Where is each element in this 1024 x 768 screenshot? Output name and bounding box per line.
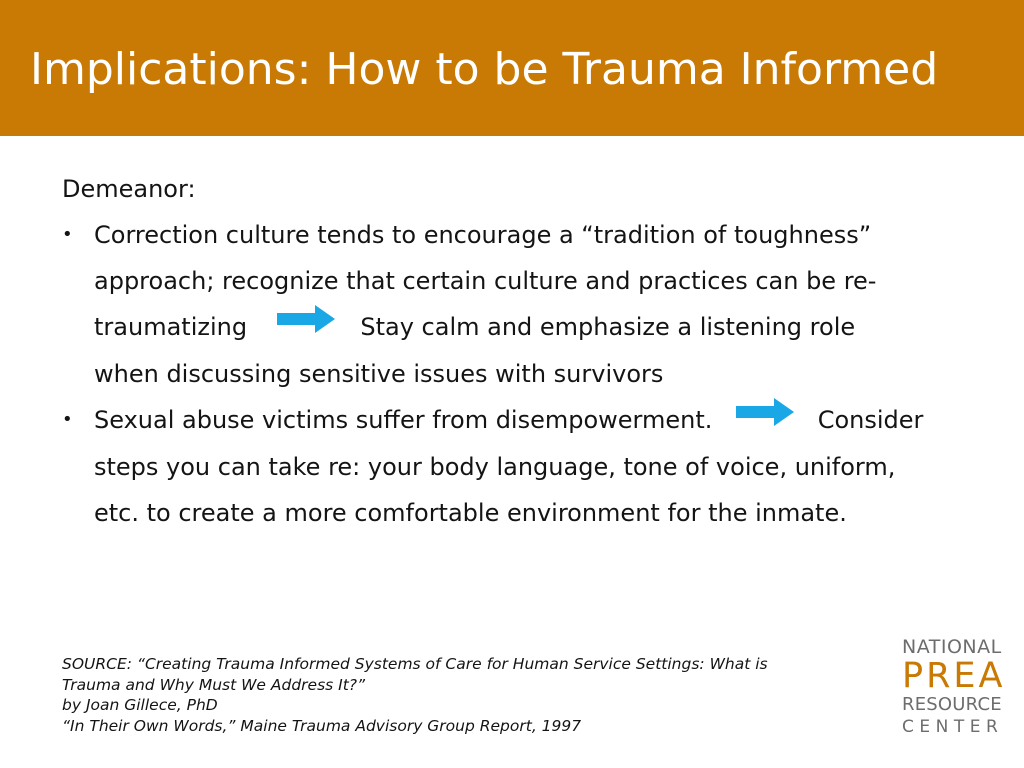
bullet-list <box>62 212 982 536</box>
logo-resource: RESOURCE <box>902 694 1002 715</box>
bullet-dot-icon: • <box>62 409 73 430</box>
bullet-1-line-1: Correction culture tends to encourage a “tradition of toughness” <box>94 221 872 249</box>
source-line-3: by Joan Gillece, PhD <box>62 696 218 714</box>
bullet-2-line-1-start: Sexual abuse victims suffer from disempowerment. <box>94 406 713 434</box>
source-line-1: SOURCE: “Creating Trauma Informed Systems of Care for Human Service Settings: What is <box>62 655 768 673</box>
bullet-2-line-1-end: Consider <box>817 406 924 434</box>
bullet-1-line-3-end: Stay calm and emphasize a listening role <box>360 313 856 341</box>
subheading-demeanor: Demeanor: <box>62 175 196 203</box>
bullet-item-disempowerment <box>62 397 982 536</box>
bullet-2-line-3: etc. to create a more comfortable environment for the inmate. <box>94 499 847 527</box>
slide-content <box>62 166 982 536</box>
bullet-item-toughness <box>62 212 982 397</box>
source-line-4: “In Their Own Words,” Maine Trauma Advisory Group Report, 1997 <box>62 716 582 735</box>
bullet-2-line-2: steps you can take re: your body language, tone of voice, uniform, <box>94 453 896 481</box>
logo-center: CENTER <box>902 717 1004 737</box>
right-arrow-icon <box>736 395 794 441</box>
bullet-dot-icon: • <box>62 224 73 245</box>
bullet-1-line-4: when discussing sensitive issues with survivors <box>94 360 664 388</box>
bullet-1-line-2: approach; recognize that certain culture and practices can be re- <box>94 267 877 295</box>
bullet-1-line-3-start: traumatizing <box>94 313 248 341</box>
logo-prea: PREA <box>902 656 1006 696</box>
prea-logo <box>902 636 1006 738</box>
logo-national: NATIONAL <box>902 636 1002 658</box>
right-arrow-icon <box>277 302 335 348</box>
source-citation <box>62 654 882 736</box>
source-line-2: Trauma and Why Must We Address It?” <box>62 675 366 694</box>
slide-title: Implications: How to be Trauma Informed <box>30 44 939 95</box>
title-bar <box>0 0 1024 136</box>
